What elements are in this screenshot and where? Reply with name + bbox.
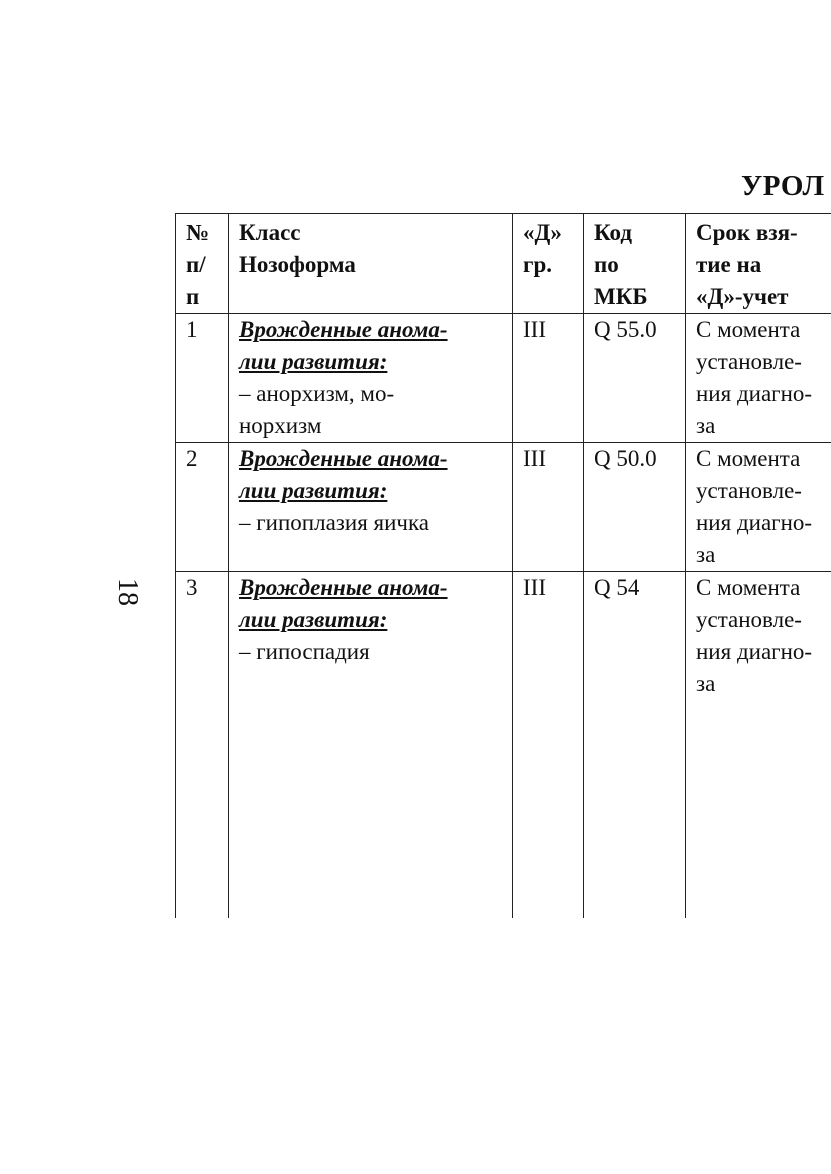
table-row bbox=[176, 443, 831, 572]
header-d-group: «Д» гр. bbox=[513, 214, 584, 314]
page-number: 18 bbox=[112, 578, 143, 606]
header-registration-term: Срок взя- тие на «Д»-учет bbox=[686, 214, 831, 314]
d-group: III bbox=[513, 314, 584, 443]
registration-term: С момента установле- ния диагно- за bbox=[686, 572, 831, 919]
registration-term: С момента установле- ния диагно- за bbox=[686, 443, 831, 572]
nosoform: – гипоспадия bbox=[239, 639, 370, 664]
nosoform: – гипоплазия яичка bbox=[239, 510, 430, 535]
class-cell bbox=[229, 314, 513, 443]
table-row bbox=[176, 314, 831, 443]
row-number: 3 bbox=[176, 572, 229, 919]
header-class-nosoform: Класс Нозоформа bbox=[229, 214, 513, 314]
d-group: III bbox=[513, 443, 584, 572]
class-cell bbox=[229, 572, 513, 919]
row-number: 1 bbox=[176, 314, 229, 443]
class-title: Врожденные анома- лии развития: bbox=[239, 317, 448, 374]
row-number: 2 bbox=[176, 443, 229, 572]
dispensary-table-container bbox=[175, 213, 831, 918]
class-cell bbox=[229, 443, 513, 572]
d-group: III bbox=[513, 572, 584, 919]
icd-code: Q 50.0 bbox=[584, 443, 686, 572]
header-number: № п/ п bbox=[176, 214, 229, 314]
icd-code: Q 55.0 bbox=[584, 314, 686, 443]
header-icd-code: Код по МКБ bbox=[584, 214, 686, 314]
section-heading: УРОЛ bbox=[741, 170, 825, 202]
nosoform: – анорхизм, мо- норхизм bbox=[239, 381, 395, 438]
table-header-row bbox=[176, 214, 831, 314]
dispensary-table bbox=[175, 213, 831, 918]
registration-term: С момента установле- ния диагно- за bbox=[686, 314, 831, 443]
class-title: Врожденные анома- лии развития: bbox=[239, 575, 448, 632]
table-row bbox=[176, 572, 831, 919]
class-title: Врожденные анома- лии развития: bbox=[239, 446, 448, 503]
icd-code: Q 54 bbox=[584, 572, 686, 919]
